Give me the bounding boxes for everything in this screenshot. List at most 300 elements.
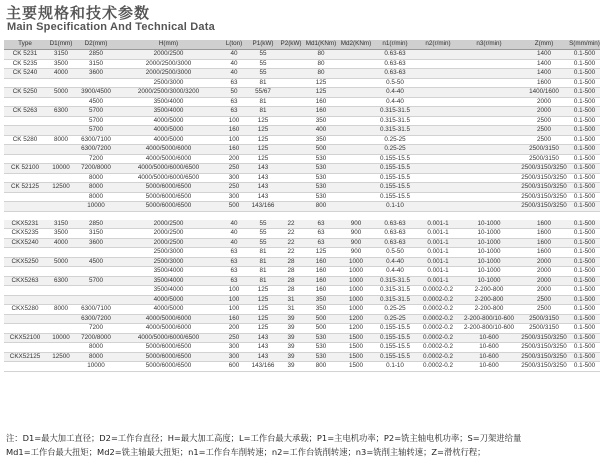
table-cell: 63 (221, 267, 247, 277)
table-cell: 100 (221, 135, 247, 145)
table-cell: 0.25-25 (373, 314, 417, 324)
table-cell: 0.1-500 (569, 202, 600, 212)
table-cell: 0.0002-0.2 (417, 343, 459, 353)
table-cell: 7200/8000 (76, 164, 116, 174)
table-cell: 0.1-500 (569, 126, 600, 136)
table-cell: 1000 (339, 295, 373, 305)
table-row (4, 202, 600, 212)
column-header: Md1(KNm) (303, 40, 339, 50)
table-row (4, 229, 600, 239)
table-cell: 63 (221, 107, 247, 117)
table-cell: 530 (303, 192, 339, 202)
table-cell: 250 (221, 333, 247, 343)
table-cell (46, 286, 76, 296)
table-cell: 0.1-500 (569, 88, 600, 98)
table-cell (339, 126, 373, 136)
table-cell: CKX5250 (4, 257, 46, 267)
table-cell (46, 126, 76, 136)
table-cell (76, 267, 116, 277)
table-cell: 160 (221, 314, 247, 324)
section-divider (4, 211, 600, 220)
table-cell: 6300/7100 (76, 135, 116, 145)
table-cell: 8000 (76, 352, 116, 362)
table-cell: 10-600 (459, 333, 519, 343)
table-cell: 900 (339, 248, 373, 258)
table-cell: 1600 (519, 220, 569, 229)
table-cell: 100 (221, 286, 247, 296)
table-cell: 160 (221, 145, 247, 155)
table-cell: 0.63-63 (373, 50, 417, 60)
table-cell (279, 192, 303, 202)
table-cell: 2000/2500 (116, 220, 221, 229)
table-cell: 0.001-1 (417, 220, 459, 229)
table-cell (279, 183, 303, 193)
table-cell: 1500 (339, 333, 373, 343)
table-cell: 500 (303, 324, 339, 334)
table-cell (279, 78, 303, 88)
table-cell (279, 154, 303, 164)
table-cell: 0.0002-0.2 (417, 352, 459, 362)
table-cell (417, 50, 459, 60)
table-cell: 8000 (76, 173, 116, 183)
table-cell: 0.1-500 (569, 164, 600, 174)
table-cell (46, 192, 76, 202)
table-cell: 10000 (46, 333, 76, 343)
table-cell: 160 (303, 276, 339, 286)
table-cell: 143 (247, 192, 279, 202)
table-row (4, 97, 600, 107)
table-cell (4, 343, 46, 353)
table-cell (339, 202, 373, 212)
table-cell (76, 78, 116, 88)
table-cell (4, 267, 46, 277)
table-cell: 22 (279, 220, 303, 229)
table-cell: 143 (247, 164, 279, 174)
table-cell: 8000 (46, 135, 76, 145)
table-cell: 39 (279, 324, 303, 334)
table-cell: 0.1-500 (569, 116, 600, 126)
column-header: Z(mm) (519, 40, 569, 50)
table-row (4, 183, 600, 193)
table-cell (46, 295, 76, 305)
table-cell: 0.001-1 (417, 229, 459, 239)
table-cell: 10-600 (459, 343, 519, 353)
table-cell: 8000 (76, 343, 116, 353)
table-cell: 125 (247, 154, 279, 164)
table-row (4, 257, 600, 267)
table-cell: 2500 (519, 116, 569, 126)
table-cell: 1000 (339, 276, 373, 286)
table-cell: 22 (279, 248, 303, 258)
table-cell: 8000 (46, 305, 76, 315)
table-cell (4, 202, 46, 212)
table-cell: 31 (279, 295, 303, 305)
table-cell (459, 50, 519, 60)
table-cell: 600 (221, 362, 247, 372)
table-cell: 6300/7200 (76, 314, 116, 324)
table-cell: 3500/4000 (116, 107, 221, 117)
table-cell: 7200/8000 (76, 333, 116, 343)
table-cell: 40 (221, 220, 247, 229)
table-cell: 2000 (519, 257, 569, 267)
table-cell: 500 (303, 314, 339, 324)
table-cell: 3600 (76, 238, 116, 248)
table-cell: 10-1000 (459, 238, 519, 248)
table-cell: 2500/3150/3250 (519, 192, 569, 202)
table-cell: 1400 (519, 59, 569, 69)
table-cell (459, 88, 519, 98)
table-cell: 63 (221, 97, 247, 107)
table-cell: 0.315-31.5 (373, 286, 417, 296)
table-cell: CKX5231 (4, 220, 46, 229)
table-cell: 2500/3150 (519, 145, 569, 155)
table-cell: 143/166 (247, 202, 279, 212)
table-cell (339, 145, 373, 155)
table-cell: 0.5-50 (373, 248, 417, 258)
table-cell: 0.63-63 (373, 69, 417, 79)
table-cell (4, 248, 46, 258)
table-cell: 250 (221, 183, 247, 193)
table-cell: 350 (303, 295, 339, 305)
table-cell: 0.63-63 (373, 238, 417, 248)
table-cell: 160 (303, 107, 339, 117)
table-cell (4, 324, 46, 334)
table-cell: 1000 (339, 267, 373, 277)
table-cell (279, 126, 303, 136)
table-cell: 0.315-31.5 (373, 276, 417, 286)
table-cell: 4500 (76, 257, 116, 267)
table-cell: 3500/4000 (116, 267, 221, 277)
table-cell: 1200 (339, 314, 373, 324)
table-cell: 2-200-800 (459, 286, 519, 296)
table-cell: 1600 (519, 248, 569, 258)
table-cell (76, 286, 116, 296)
table-cell (4, 145, 46, 155)
table-cell: 1400 (519, 50, 569, 60)
table-cell (279, 69, 303, 79)
table-cell (46, 97, 76, 107)
table-cell: 530 (303, 343, 339, 353)
table-row (4, 107, 600, 117)
table-cell: CKX5280 (4, 305, 46, 315)
table-cell: 10000 (76, 362, 116, 372)
table-cell: 125 (303, 248, 339, 258)
table-cell (46, 116, 76, 126)
table-cell: 0.25-25 (373, 145, 417, 155)
table-cell: 1000 (339, 305, 373, 315)
table-cell: 80 (303, 50, 339, 60)
table-cell: 125 (247, 145, 279, 155)
table-cell: 5000/6000/6500 (116, 202, 221, 212)
table-cell: 81 (247, 97, 279, 107)
table-cell (459, 107, 519, 117)
table-cell (417, 183, 459, 193)
table-cell: CKX5263 (4, 276, 46, 286)
table-cell (459, 78, 519, 88)
table-cell (46, 343, 76, 353)
table-cell: 12500 (46, 183, 76, 193)
table-cell (46, 362, 76, 372)
table-cell: 2000/2500 (116, 238, 221, 248)
column-header: Md2(KNm) (339, 40, 373, 50)
table-cell (459, 202, 519, 212)
table-cell: 125 (247, 295, 279, 305)
table-cell: 100 (221, 295, 247, 305)
table-cell: 2500/3000 (116, 257, 221, 267)
table-cell (279, 173, 303, 183)
table-cell: 0.1-500 (569, 267, 600, 277)
table-cell: 81 (247, 78, 279, 88)
table-cell: 40 (221, 59, 247, 69)
table-cell: CKX5235 (4, 229, 46, 239)
table-cell: 4500 (76, 97, 116, 107)
table-cell: 2-200-800/10-600 (459, 324, 519, 334)
table-cell: 0.1-500 (569, 257, 600, 267)
table-cell: 0.4-40 (373, 267, 417, 277)
table-cell: 0.63-63 (373, 229, 417, 239)
table-row (4, 116, 600, 126)
table-cell: 2000 (519, 276, 569, 286)
table-cell: 250 (221, 164, 247, 174)
table-cell: 39 (279, 343, 303, 353)
table-cell: 2500 (519, 295, 569, 305)
table-cell: 0.63-63 (373, 220, 417, 229)
table-cell: 40 (221, 238, 247, 248)
table-cell: 6300 (46, 107, 76, 117)
table-cell: 0.1-500 (569, 220, 600, 229)
table-cell (417, 88, 459, 98)
table-row (4, 248, 600, 258)
table-cell: 0.1-500 (569, 343, 600, 353)
table-cell: 12500 (46, 352, 76, 362)
table-cell: 125 (247, 135, 279, 145)
header-row (4, 40, 600, 50)
table-row (4, 126, 600, 136)
table-row (4, 220, 600, 229)
table-cell (417, 164, 459, 174)
table-cell (459, 135, 519, 145)
table-cell: 0.1-10 (373, 362, 417, 372)
table-cell: 5000/6000/6500 (116, 362, 221, 372)
table-cell: 0.155-15.5 (373, 183, 417, 193)
table-cell: 3500/4000 (116, 97, 221, 107)
table-cell: 1500 (339, 343, 373, 353)
table-cell (459, 116, 519, 126)
table-cell (46, 324, 76, 334)
table-cell: 31 (279, 305, 303, 315)
table-cell: 0.315-31.5 (373, 126, 417, 136)
table-cell: CK 5250 (4, 88, 46, 98)
table-cell: 55 (247, 69, 279, 79)
table-cell (279, 88, 303, 98)
table-cell (417, 69, 459, 79)
table-cell: 1500 (339, 352, 373, 362)
table-cell: 2500/3150/3250 (519, 352, 569, 362)
table-cell: CKX5240 (4, 238, 46, 248)
table-cell: 63 (303, 229, 339, 239)
table-cell: 530 (303, 164, 339, 174)
table-cell: 530 (303, 183, 339, 193)
table-cell: 10-1000 (459, 267, 519, 277)
table-cell: 2-200-800/10-600 (459, 314, 519, 324)
table-cell: 143 (247, 352, 279, 362)
table-cell: 28 (279, 267, 303, 277)
table-cell: 2850 (76, 220, 116, 229)
table-cell (46, 314, 76, 324)
table-cell: 900 (339, 229, 373, 239)
table-cell: CK 5231 (4, 50, 46, 60)
table-cell: 0.1-500 (569, 352, 600, 362)
table-cell: 0.1-500 (569, 248, 600, 258)
table-cell (459, 164, 519, 174)
table-row (4, 135, 600, 145)
table-cell (4, 173, 46, 183)
table-cell (4, 97, 46, 107)
table-cell: 63 (221, 257, 247, 267)
table-cell: 3900/4500 (76, 88, 116, 98)
table-cell (459, 192, 519, 202)
table-row (4, 333, 600, 343)
table-cell: 63 (221, 78, 247, 88)
table-cell: 1000 (339, 286, 373, 296)
table-cell (339, 50, 373, 60)
table-cell: 55/67 (247, 88, 279, 98)
table-cell: 0.1-500 (569, 192, 600, 202)
table-cell: 125 (247, 305, 279, 315)
table-cell (46, 248, 76, 258)
table-cell (4, 286, 46, 296)
footnote-line-2: Md1=工作台最大扭矩；Md2=铣主轴最大扭矩；n1=工作台车削转速；n2=工作台铣削转速；n3=铣削主轴转速；Z=滑枕行程； (6, 447, 486, 457)
table-cell: 0.155-15.5 (373, 173, 417, 183)
table-cell: 40 (221, 50, 247, 60)
table-cell (417, 116, 459, 126)
table-cell: 160 (221, 126, 247, 136)
table-cell: 0.0002-0.2 (417, 314, 459, 324)
table-cell (459, 173, 519, 183)
table-cell (339, 69, 373, 79)
table-cell: 800 (303, 202, 339, 212)
table-cell: 63 (221, 276, 247, 286)
table-cell: 3150 (76, 229, 116, 239)
table-cell: 125 (247, 286, 279, 296)
table-cell: 5700 (76, 126, 116, 136)
table-cell: 6300/7200 (76, 145, 116, 155)
table-cell: 55 (247, 238, 279, 248)
table-cell: 500 (303, 145, 339, 155)
table-cell: 40 (221, 229, 247, 239)
table-cell (459, 145, 519, 155)
table-cell (417, 135, 459, 145)
table-cell: 2500 (519, 126, 569, 136)
table-row (4, 352, 600, 362)
table-cell: 50 (221, 88, 247, 98)
table-cell: 39 (279, 362, 303, 372)
table-cell: 530 (303, 333, 339, 343)
table-cell (339, 183, 373, 193)
table-cell: 55 (247, 50, 279, 60)
page-title-chinese: 主要规格和技术参数 (6, 4, 151, 22)
table-cell: 28 (279, 276, 303, 286)
table-cell: 4000/5000/6000/6500 (116, 173, 221, 183)
table-cell: 0.1-500 (569, 59, 600, 69)
table-cell (46, 202, 76, 212)
table-cell: 200 (221, 324, 247, 334)
table-cell: 0.0002-0.2 (417, 286, 459, 296)
table-cell: 0.5-50 (373, 78, 417, 88)
table-cell: 0.1-500 (569, 97, 600, 107)
column-header: H(mm) (116, 40, 221, 50)
table-cell (46, 145, 76, 155)
table-cell: 143 (247, 333, 279, 343)
table-cell (459, 59, 519, 69)
table-cell: 0.155-15.5 (373, 164, 417, 174)
table-row (4, 267, 600, 277)
table-cell: 10-1000 (459, 229, 519, 239)
table-cell: 4000/5000/6000 (116, 314, 221, 324)
table-cell (46, 154, 76, 164)
table-cell (76, 248, 116, 258)
table-cell: 160 (303, 97, 339, 107)
table-cell (459, 183, 519, 193)
table-cell: 3500 (46, 59, 76, 69)
table-row (4, 69, 600, 79)
table-cell: 500 (221, 202, 247, 212)
table-cell: 0.1-10 (373, 202, 417, 212)
footnote-line-1: 注：D1=最大加工直径；D2=工作台直径；H=最大加工高度；L=工作台最大承载；P1=主电机功率；P2=铣主轴电机功率；S=刀架进给量 (6, 433, 522, 443)
table-cell: 1400 (519, 69, 569, 79)
column-header: D1(mm) (46, 40, 76, 50)
table-cell: 143 (247, 183, 279, 193)
table-cell: 4000/5000/6000 (116, 154, 221, 164)
table-cell: 63 (303, 238, 339, 248)
table-cell: 0.4-40 (373, 97, 417, 107)
table-cell (279, 116, 303, 126)
table-cell: 125 (247, 116, 279, 126)
table-cell: 160 (303, 257, 339, 267)
table-cell: 4000/5000/6000 (116, 145, 221, 155)
table-cell (417, 145, 459, 155)
table-cell: 81 (247, 267, 279, 277)
table-cell: 2500/3150 (519, 314, 569, 324)
table-cell (417, 192, 459, 202)
table-cell: 143 (247, 343, 279, 353)
table-cell (459, 97, 519, 107)
table-cell: 2500/3150/3250 (519, 202, 569, 212)
table-cell: 300 (221, 352, 247, 362)
table-cell: CK 5263 (4, 107, 46, 117)
table-cell: 0.1-500 (569, 362, 600, 372)
page-title-english: Main Specification And Technical Data (7, 21, 215, 33)
table-cell: 2000/2500/3000 (116, 69, 221, 79)
table-cell: 0.155-15.5 (373, 352, 417, 362)
column-header: n2(r/min) (417, 40, 459, 50)
table-cell (279, 107, 303, 117)
table-cell: CK 5280 (4, 135, 46, 145)
table-cell: 0.155-15.5 (373, 343, 417, 353)
table-cell: 3150 (76, 59, 116, 69)
spec-table-body (4, 50, 600, 372)
table-cell: 63 (221, 248, 247, 258)
table-cell: 800 (303, 362, 339, 372)
table-cell: 10-1000 (459, 248, 519, 258)
spec-table (4, 40, 600, 372)
table-row (4, 164, 600, 174)
table-cell (279, 145, 303, 155)
table-cell: 80 (303, 59, 339, 69)
table-cell: 0.0002-0.2 (417, 295, 459, 305)
table-cell: 0.155-15.5 (373, 192, 417, 202)
table-cell: 2-200-800 (459, 295, 519, 305)
